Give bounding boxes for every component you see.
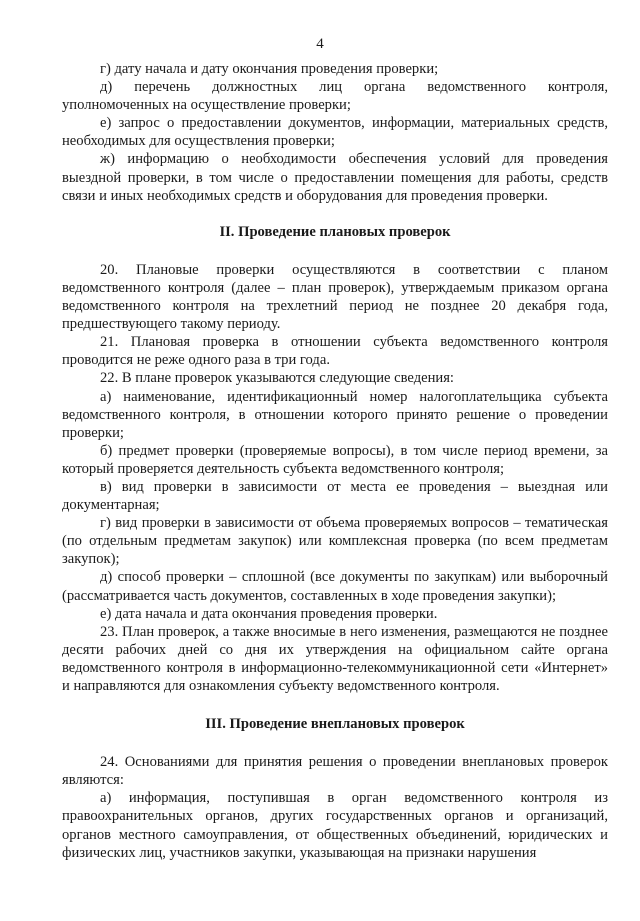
section-heading-unplanned: III. Проведение внеплановых проверок	[205, 716, 465, 733]
paragraph-22-e: е) дата начала и дата окончания проведения проверки.	[100, 605, 438, 622]
paragraph-23: 23. План проверок, а также вносимые в него изменения, размещаются не позднее десяти рабочих дней со дня их утверждения на официальном сайте органа ведомственного контроля в информационно-телекоммуникационной сети «Интернет» и направляются для ознакомления субъекту ведомственного контроля.	[62, 623, 608, 694]
paragraph-22-v: в) вид проверки в зависимости от места ее проведения – выездная или документарная;	[62, 478, 608, 514]
paragraph-22-b: б) предмет проверки (проверяемые вопросы), в том числе период времени, за который проверяется деятельность субъекта ведомственного контроля;	[62, 442, 608, 477]
list-item-g: г) дату начала и дату окончания проведения проверки;	[100, 61, 439, 77]
paragraph-22-a: а) наименование, идентификационный номер налогоплательщика субъекта ведомственного контроля, в отношении которого принято решение о проведении проверки;	[62, 388, 608, 441]
list-item-e: е) запрос о предоставлении документов, информации, материальных средств, необходимых для осуществления проверки;	[62, 115, 608, 150]
list-item-d: д) перечень должностных лиц органа ведомственного контроля, уполномоченных на осуществление проверки;	[62, 79, 608, 114]
paragraph-24: 24. Основаниями для принятия решения о проведении внеплановых проверок являются:	[62, 754, 608, 789]
paragraph-22-g: г) вид проверки в зависимости от объема проверяемых вопросов – тематическая (по отдельным предметам закупок) или комплексная проверка (по всем предметам закупок);	[62, 515, 608, 568]
paragraph-22: 22. В плане проверок указываются следующие сведения:	[100, 370, 454, 387]
list-item-zh: ж) информацию о необходимости обеспечения условий для проведения выездной проверки, в том числе о предоставлении помещения для работы, средств связи и иных необходимых средств и оборудования для проведения проверки.	[62, 151, 608, 204]
paragraph-24-a: а) информация, поступившая в орган ведомственного контроля из правоохранительных органов, других государственных органов и организаций, органов местного самоуправления, от общественных объединений, юридических и физических лиц, участников закупки, указывающая на признаки нарушения	[62, 790, 608, 861]
paragraph-22-d: д) способ проверки – сплошной (все документы по закупкам) или выборочный (рассматривается часть документов, составленных в ходе проведения закупки);	[62, 569, 608, 604]
section-heading-planned: II. Проведение плановых проверок	[219, 223, 451, 240]
paragraph-21: 21. Плановая проверка в отношении субъекта ведомственного контроля проводится не реже одного раза в три года.	[62, 334, 608, 369]
paragraph-20: 20. Плановые проверки осуществляются в соответствии с планом ведомственного контроля (далее – план проверок), утверждаемым приказом органа ведомственного контроля на трехлетний период не позднее 20 декабря года, предшествующего такому периоду.	[62, 261, 608, 333]
document-body	[62, 60, 608, 862]
page-number: 4	[316, 36, 324, 52]
